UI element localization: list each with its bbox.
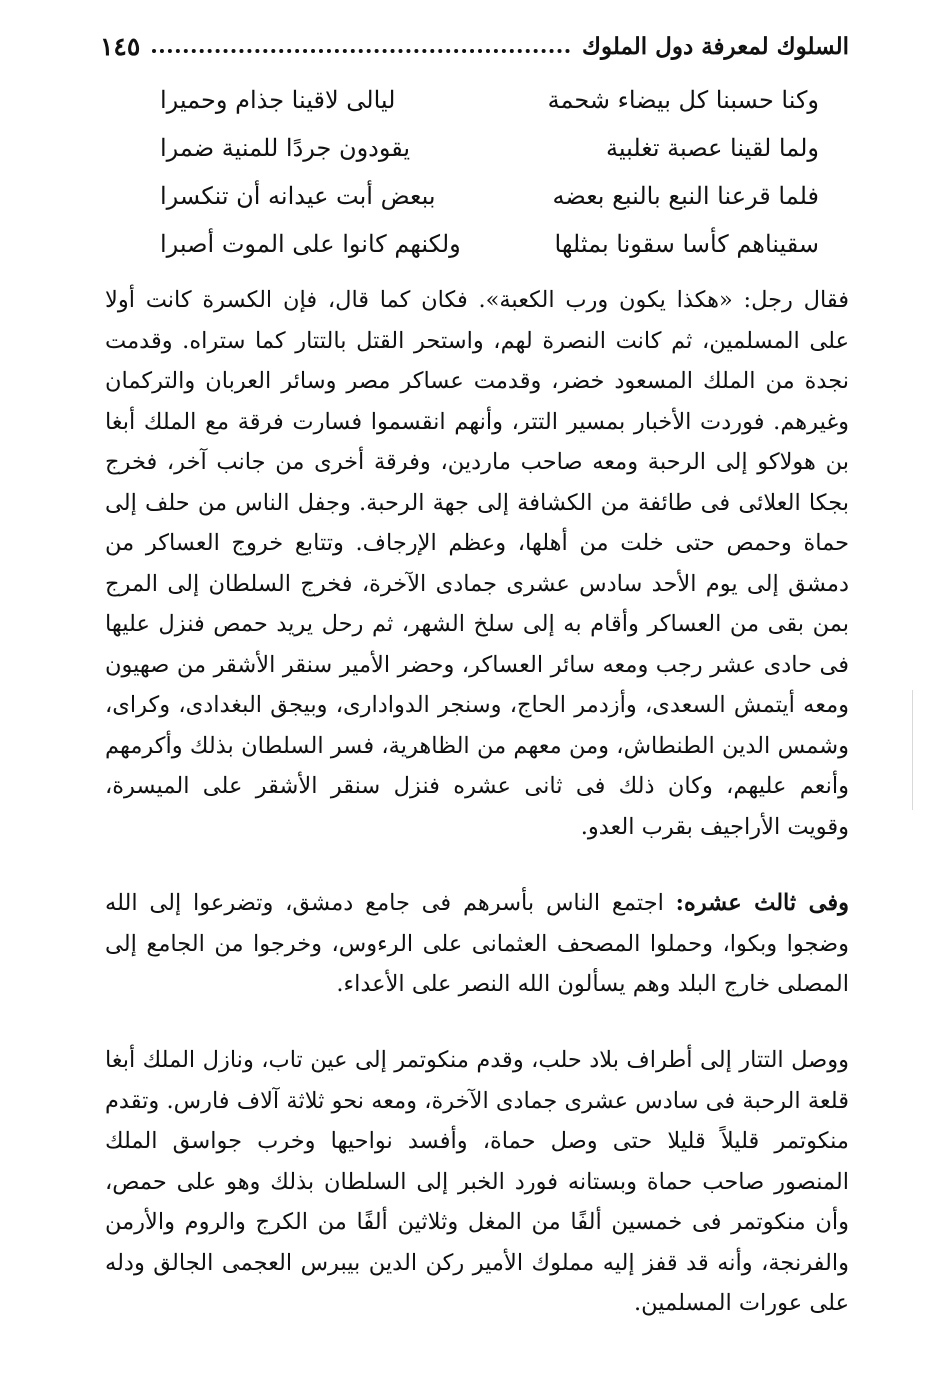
dotted-leader [152,49,570,53]
paragraph-lead-date: وفى ثالث عشره: [675,890,849,916]
verse-second-hemistich: ببعض أبت عيدانه أن تنكسرا [160,182,436,210]
verse-first-hemistich: فلما قرعنا النبع بالنبع بعضه [552,182,819,210]
poem-verse [160,80,819,128]
scan-margin-line [912,690,913,810]
poem-block [160,80,819,272]
paragraph-tatar-arrival: ووصل التتار إلى أطراف بلاد حلب، وقدم منكوتمر إلى عين تاب، ونازل الملك أبغا قلعة الرحبة فى سادس عشرى جمادى الآخرة، ومعه نحو ثلاثة آلاف فارس. وتقدم منكوتمر قليلاً قليلا حتى وصل حماة، وأفسد نواحيها وخرب جواسق الملك المنصور صاحب حماة وبستانه فورد الخبر إلى السلطان بذلك وهو على حمص، وأن منكوتمر فى خمسين ألفًا من المغل وثلاثين ألفًا من الكرج والروم والأرمن والفرنجة، وأنه قد قفز إليه مملوك الأمير ركن الدين بيبرس العجمى الجالق ودله على عورات المسلمين. [105,1047,849,1316]
poem-verse [160,128,819,176]
verse-first-hemistich: سقيناهم كأسا سقونا بمثلها [554,230,819,258]
poem-verse [160,224,819,272]
paragraph-body: اجتمع الناس بأسرهم فى جامع دمشق، وتضرعوا إلى الله وضجوا وبكوا، وحملوا المصحف العثمانى على الرءوس، وخرجوا من الجامع إلى المصلى خارج البلد وهم يسألون الله النصر على الأعداء. [105,890,849,997]
verse-second-hemistich: ليالى لاقينا جذام وحميرا [160,86,396,114]
verse-first-hemistich: وكنا حسبنا كل بيضاء شحمة [547,86,819,114]
paragraph-thirteenth-day [105,883,849,1005]
verse-second-hemistich: ولكنهم كانوا على الموت أصبرا [160,230,461,258]
running-header [100,26,849,66]
verse-first-hemistich: ولما لقينا عصبة تغلبية [605,134,819,162]
page-number: ١٤٥ [100,31,141,61]
verse-second-hemistich: يقودون جردًا للمنية ضمرا [160,134,411,162]
book-title: السلوك لمعرفة دول الملوك [581,32,849,60]
paragraph-battle-narrative: فقال رجل: «هكذا يكون ورب الكعبة». فكان كما قال، فإن الكسرة كانت أولا على المسلمين، ثم كانت النصرة لهم، واستحر القتل بالتتار كما ستراه. وقدمت نجدة من الملك المسعود خضر، وقدمت عساكر مصر وسائر العربان والتركمان وغيرهم. فوردت الأخبار بمسير التتر، وأنهم انقسموا فسارت فرقة مع الملك أبغا بن هولاكو إلى الرحبة ومعه صاحب ماردين، وفرقة أخرى من جانب آخر، فخرج بجكا العلائى فى طائفة من الكشافة إلى جهة الرحبة. وجفل الناس من حلف إلى حماة وحمص حتى خلت من أهلها، وعظم الإرجاف. وتتابع خروج العساكر من دمشق إلى يوم الأحد سادس عشرى جمادى الآخرة، فخرج السلطان إلى المرج بمن بقى من العساكر وأقام به إلى سلخ الشهر، ثم رحل يريد حمص فنزل عليها فى حادى عشر رجب ومعه سائر العساكر، وحضر الأمير سنقر الأشقر من صهيون ومعه أيتمش السعدى، وأزدمر الحاج، وسنجر الدوادارى، وبيجق البغدادى، وكراى، وشمس الدين الطنطاش، ومن معهم من الظاهرية، فسر السلطان بذلك وأكرمهم وأنعم عليهم، وكان ذلك فى ثانى عشره فنزل سنقر الأشقر على الميسرة، وقويت الأراجيف بقرب العدو. [105,287,849,840]
poem-verse [160,176,819,224]
